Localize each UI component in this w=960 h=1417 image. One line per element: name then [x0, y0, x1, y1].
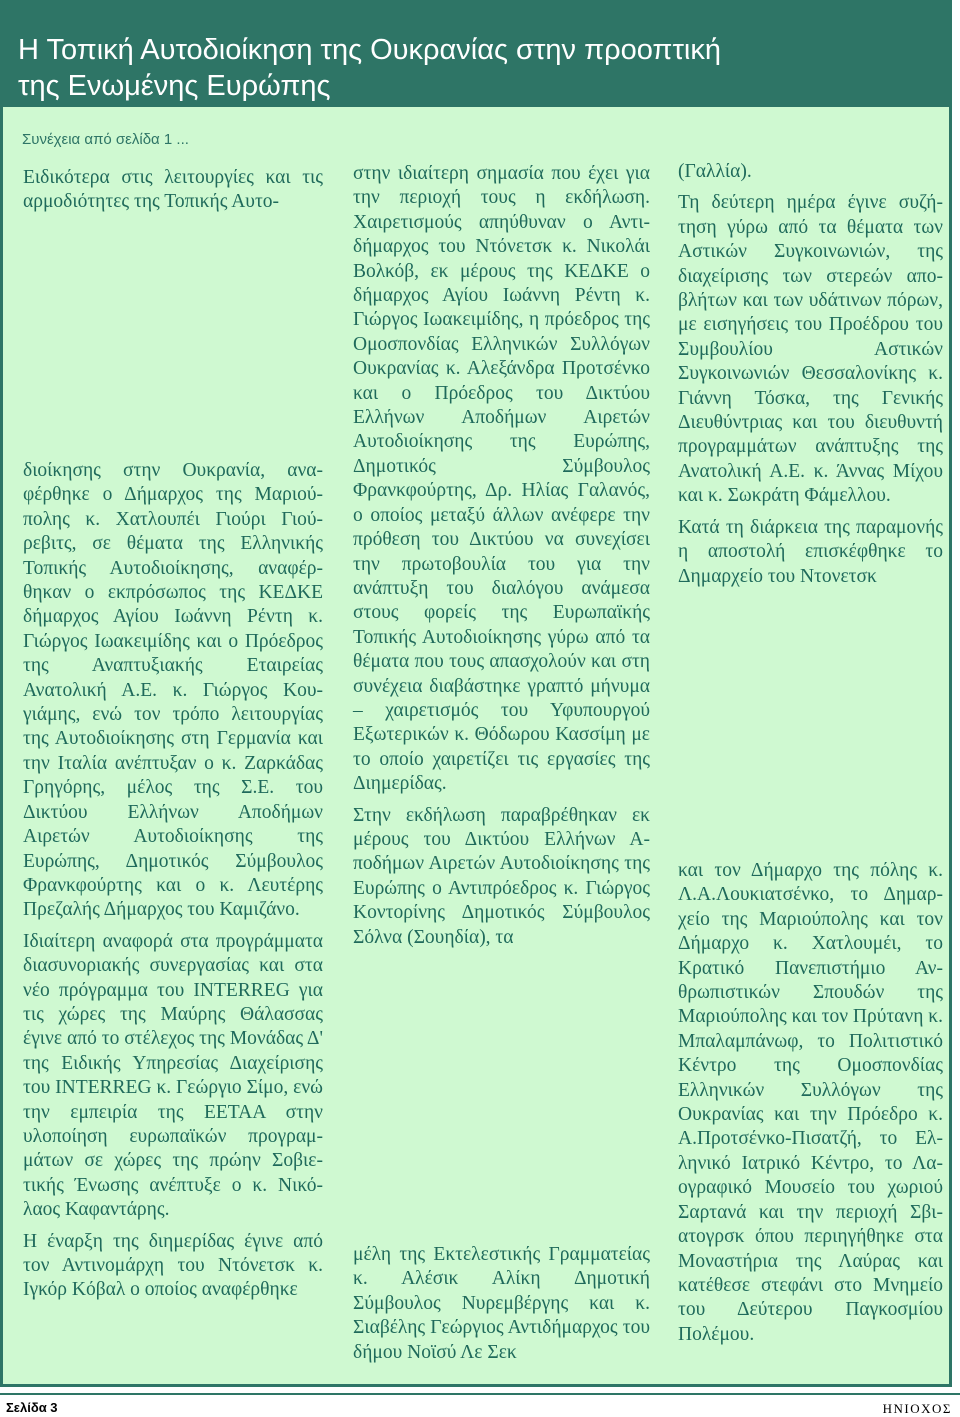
article-header — [0, 0, 960, 107]
column-3-top — [678, 160, 943, 596]
column-1-top — [23, 166, 323, 222]
paragraph: στην ιδιαίτερη σημασία που έχει για την περιοχή τους η εκδήλωση. Χαιρετισμούς απηύθυναν ο Αντιδήμαρχος του Ντόνετσκ κ. Νικολάι Βολκόβ, εκ μέρους της ΚΕΔΚΕ ο δήμαρχος Αγίου Ιωάννη Ρέντη κ. Γιώργος Ιωακειμίδης, η πρόεδρος της Ομοσπονδίας Ελληνικών Συλλόγων Ουκρανίας κ. Αλεξάνδρα Προτσένκο και ο Πρόεδρος του Δικτύου Ελλήνων Αποδήμων Αιρετών Αυτοδιοίκησης της Ευρώπης, Δημοτικός Σύμβουλος Φρανκφούρτης, Δρ. Ηλίας Γαλανός, ο οποίος μεταξύ άλλων ανέφερε την πρόθεση του Δικτύου να συνεχίσει την πρωτοβουλία του για την ανάπτυξη του διαλόγου ανάμεσα στους φορείς της Ευρωπαϊκής Τοπικής Αυτοδιοίκησης γύρω από τα θέματα που τους απασχολούν και στη συνέχεια διαβάστηκε γραπτό μήνυμα – χαιρετισμός του Υφυπουργού Εξωτερικών κ. Θόδωρου Κασσίμη με το οποίο χαιρετίζει τις εργασίες της Διημερίδας. — [353, 163, 650, 795]
paragraph: Ιδιαίτερη αναφορά στα προγράμματα διασυνοριακής συνεργασίας και στα νέο πρόγραμμα του INTERREG για τις χώρες της Μαύρης Θάλασσας έγινε από το στέλεχος της Μονάδας Δ' της Ειδικής Υπηρεσίας Διαχείρισης του INTERREG κ. Γεώργιο Σίμο, ενώ την εμπειρία της ΕΕΤΑΑ στην υλοποίηση ευρωπαϊκών προγραμμάτων σε χώρες της πρώην Σοβιετικής Ένωσης ανέπτυξε ο κ. Νικόλαος Καφαντάρης. — [23, 930, 323, 1221]
paragraph: Η έναρξη της διημερίδας έγινε από τον Αντινομάρχη του Ντόνετσκ κ. Ιγκόρ Κόβαλ ο οποίος αναφέρθηκε — [23, 1230, 323, 1301]
column-3-bottom — [678, 859, 943, 1354]
article-title — [18, 32, 918, 104]
footer-divider — [0, 1393, 960, 1395]
paragraph: Τη δεύτερη ημέρα έγινε συζήτηση γύρω από τα θέματα των Αστικών Συγκοινωνιών, της διαχείρισης των στερεών αποβλήτων και των υδάτινων πόρων, με εισηγήσεις του Προέδρου του Συμβουλίου Αστικών Συγκοινωνιών Θεσσαλονίκης κ. Γιάννη Τόσκα, της Γενικής Διευθύντριας και του διευθυντή προγραμμάτων ανάπτυξης της Ανατολική Α.Ε. κ. Άννας Μίχου και κ. Σωκράτη Φάμελλου. — [678, 192, 943, 507]
paragraph: και τον Δήμαρχο της πόλης κ. Λ.Α.Λουκιατσένκο, το Δημαρχείο της Μαριούπολης και τον Δήμαρχο κ. Χατλουμέι, το Κρατικό Πανεπιστήμιο Ανθρωπιστικών Σπουδών της Μαριούπολης και τον Πρύτανη κ. Μπαλαμπάνωφ, το Πολιτιστικό Κέντρο της Ομοσπονδίας Ελληνικών Συλλόγων της Ουκρανίας και την Πρόεδρο κ. Α.Προτσένκο-Πισατζή, το Ελληνικό Ιατρικό Κέντρο, το Λαογραφικό Μουσείο του χωριού Σαρτανά και την περιοχή Σβιατογρσκ όπου περιηγήθηκε στα Μοναστήρια της Λαύρας και κατέθεσε στεφάνι στο Μνημείο του Δεύτερου Παγκοσμίου Πολέμου. — [678, 860, 943, 1345]
column-1-body — [23, 459, 323, 1310]
paragraph: διοίκησης στην Ουκρανία, αναφέρθηκε ο Δήμαρχος της Μαριούπολης κ. Χατλουπέι Γιούρι Γιούρεβιτς, σε θέματα της Ελληνικής Τοπικής Αυτοδιοίκησης, αναφέρθηκαν ο εκπρόσωπος της ΚΕΔΚΕ δήμαρχος Αγίου Ιωάννη Ρέντη κ. Γιώργος Ιωακειμίδης και ο Πρόεδρος της Αναπτυξιακής Εταιρείας Ανατολική Α.Ε. κ. Γιώργος Κουγιάμης, ενώ τον τρόπο λειτουργίας της Αυτοδιοίκησης στη Γερμανία και την Ιταλία ανέπτυξαν ο κ. Ζαρκάδας Γρηγόρης, μέλος της Σ.Ε. του Δικτύου Ελλήνων Αποδήμων Αιρετών Αυτοδιοίκησης της Ευρώπης, Δημοτικός Σύμβουλος Φρανκφούρτης και ο κ. Λευτέρης Πρεζαλής Δήμαρχος του Καμιζάνο. — [23, 460, 323, 921]
paragraph: Κατά τη διάρκεια της παραμονής η αποστολή επισκέφθηκε το Δημαρχείο του Ντονετσκ — [678, 516, 943, 587]
publication-name: ΗΝΙΟΧΟΣ — [882, 1401, 952, 1416]
column-2-bottom — [353, 1243, 650, 1372]
paragraph: (Γαλλία). — [678, 161, 752, 182]
column-2-top — [353, 162, 650, 957]
paragraph: Στην εκδήλωση παραβρέθηκαν εκ μέρους του Δικτύου Ελλήνων Αποδήμων Αιρετών Αυτοδιοίκησης της Ευρώπης ο Αντιπρόεδρος κ. Γιώργος Κοντορίνης Δημοτικός Σύμβουλος Σόλνα (Σουηδία), τα — [353, 804, 650, 948]
paragraph: Ειδικότερα στις λειτουργίες και τις αρμοδιότητες της Τοπικής Αυτο- — [23, 167, 323, 213]
article-title-line1: Η Τοπική Αυτοδιοίκηση της Ουκρανίας στην προοπτική — [18, 34, 721, 66]
page-number: Σελίδα 3 — [6, 1400, 58, 1415]
paragraph: μέλη της Εκτελεστικής Γραμματείας κ. Αλέσικ Αλίκη Δημοτική Σύμβουλος Νυρεμβέργης και κ. Σιαβέλης Γεώργιος Αντιδήμαρχος του δήμου Νοϊσύ Λε Σεκ — [353, 1244, 650, 1363]
article-title-line2: της Ενωμένης Ευρώπης — [18, 70, 331, 102]
continued-from-note: Συνέχεια από σελίδα 1 ... — [22, 131, 189, 148]
